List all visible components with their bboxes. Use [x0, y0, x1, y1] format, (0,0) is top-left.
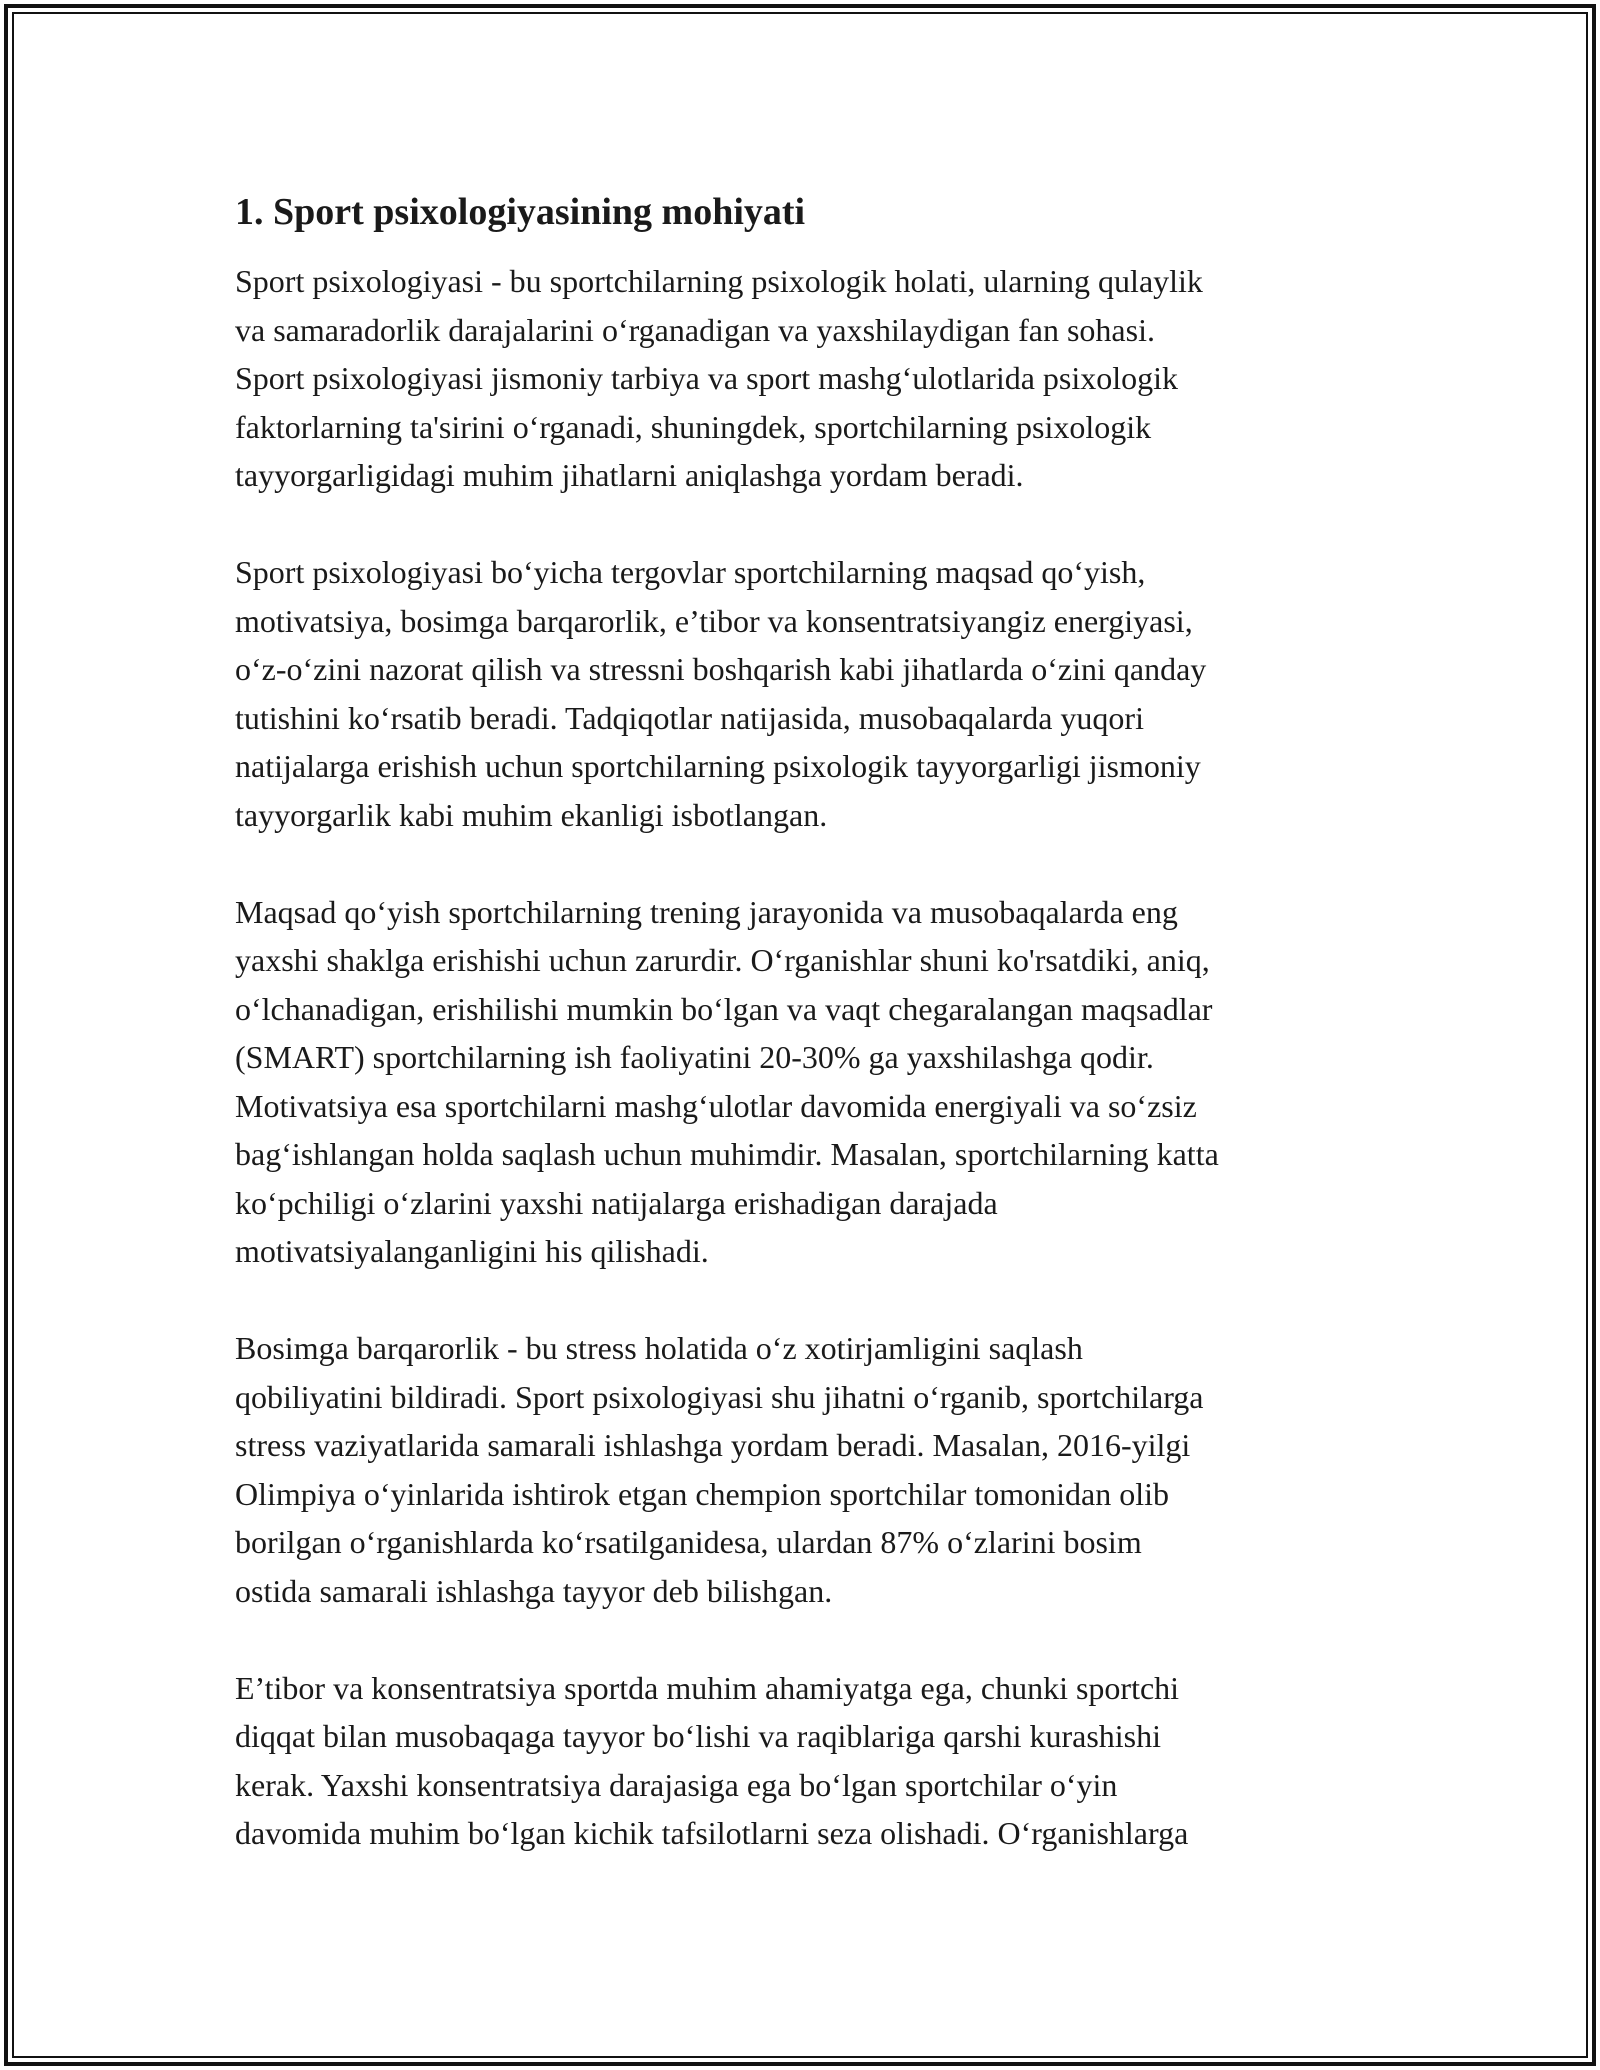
text-line: faktorlarning ta'sirini o‘rganadi, shuningdek, sportchilarning psixologik [235, 408, 1152, 445]
text-line: qobiliyatini bildiradi. Sport psixologiyasi shu jihatni o‘rganib, sportchilarga [235, 1378, 1204, 1415]
text-line: Sport psixologiyasi bo‘yicha tergovlar sportchilarning maqsad qo‘yish, [235, 554, 1146, 590]
text-line: davomida muhim bo‘lgan kichik tafsilotlarni seza olishadi. O‘rganishlarga [235, 1815, 1189, 1851]
text-line: motivatsiyalanganligini his qilishadi. [235, 1233, 709, 1269]
text-line: kerak. Yaxshi konsentratsiya darajasiga ega bo‘lgan sportchilar o‘yin [235, 1766, 1118, 1803]
text-line: stress vaziyatlarida samarali ishlashga yordam beradi. Masalan, 2016-yilgi [235, 1427, 1191, 1463]
paragraph [235, 1324, 1375, 1615]
text-line: natijalarga erishish uchun sportchilarning psixologik tayyorgarligi jismoniy [235, 748, 1201, 784]
text-line: ostida samarali ishlashga tayyor deb bilishgan. [235, 1572, 833, 1609]
text-line: motivatsiya, bosimga barqarorlik, e’tibor va konsentratsiyangiz energiyasi, [235, 602, 1193, 639]
document-body [235, 185, 1375, 1906]
text-line: Sport psixologiyasi jismoniy tarbiya va sport mashg‘ulotlarida psixologik [235, 360, 1179, 396]
text-line: diqqat bilan musobaqaga tayyor bo‘lishi va raqiblariga qarshi kurashishi [235, 1718, 1161, 1754]
text-line: yaxshi shaklga erishishi uchun zarurdir. O‘rganishlar shuni ko'rsatdiki, aniq, [235, 942, 1210, 978]
text-line: bag‘ishlangan holda saqlash uchun muhimdir. Masalan, sportchilarning katta [235, 1136, 1219, 1172]
paragraph [235, 548, 1375, 839]
text-line: ko‘pchiligi o‘zlarini yaxshi natijalarga erishadigan darajada [235, 1184, 998, 1221]
paragraph [235, 257, 1375, 500]
text-line: va samaradorlik darajalarini o‘rganadigan va yaxshilaydigan fan sohasi. [235, 311, 1155, 348]
text-line: tayyorgarligidagi muhim jihatlarni aniqlashga yordam beradi. [235, 457, 1024, 493]
text-line: Motivatsiya esa sportchilarni mashg‘ulotlar davomida energiyali va so‘zsiz [235, 1087, 1197, 1124]
text-line: o‘z-o‘zini nazorat qilish va stressni boshqarish kabi jihatlarda o‘zini qanday [235, 651, 1207, 687]
text-line: borilgan o‘rganishlarda ko‘rsatilganidesa, ulardan 87% o‘zlarini bosim [235, 1524, 1142, 1560]
text-line: (SMART) sportchilarning ish faoliyatini 20-30% ga yaxshilashga qodir. [235, 1039, 1154, 1075]
section-heading: 1. Sport psixologiyasining mohiyati [235, 191, 806, 233]
text-line: tayyorgarlik kabi muhim ekanligi isbotlangan. [235, 796, 828, 833]
text-line: E’tibor va konsentratsiya sportda muhim ahamiyatga ega, chunki sportchi [235, 1669, 1180, 1706]
text-line: Bosimga barqarorlik - bu stress holatida o‘z xotirjamligini saqlash [235, 1330, 1083, 1366]
text-line: Olimpiya o‘yinlarida ishtirok etgan chempion sportchilar tomonidan olib [235, 1475, 1170, 1512]
text-line: Sport psixologiyasi - bu sportchilarning psixologik holati, ularning qulaylik [235, 263, 1203, 299]
paragraph [235, 888, 1375, 1276]
paragraph [235, 1664, 1375, 1858]
text-line: Maqsad qo‘yish sportchilarning trening jarayonida va musobaqalarda eng [235, 893, 1178, 930]
text-line: tutishini ko‘rsatib beradi. Tadqiqotlar natijasida, musobaqalarda yuqori [235, 699, 1144, 736]
text-line: o‘lchanadigan, erishilishi mumkin bo‘lgan va vaqt chegaralangan maqsadlar [235, 990, 1213, 1027]
